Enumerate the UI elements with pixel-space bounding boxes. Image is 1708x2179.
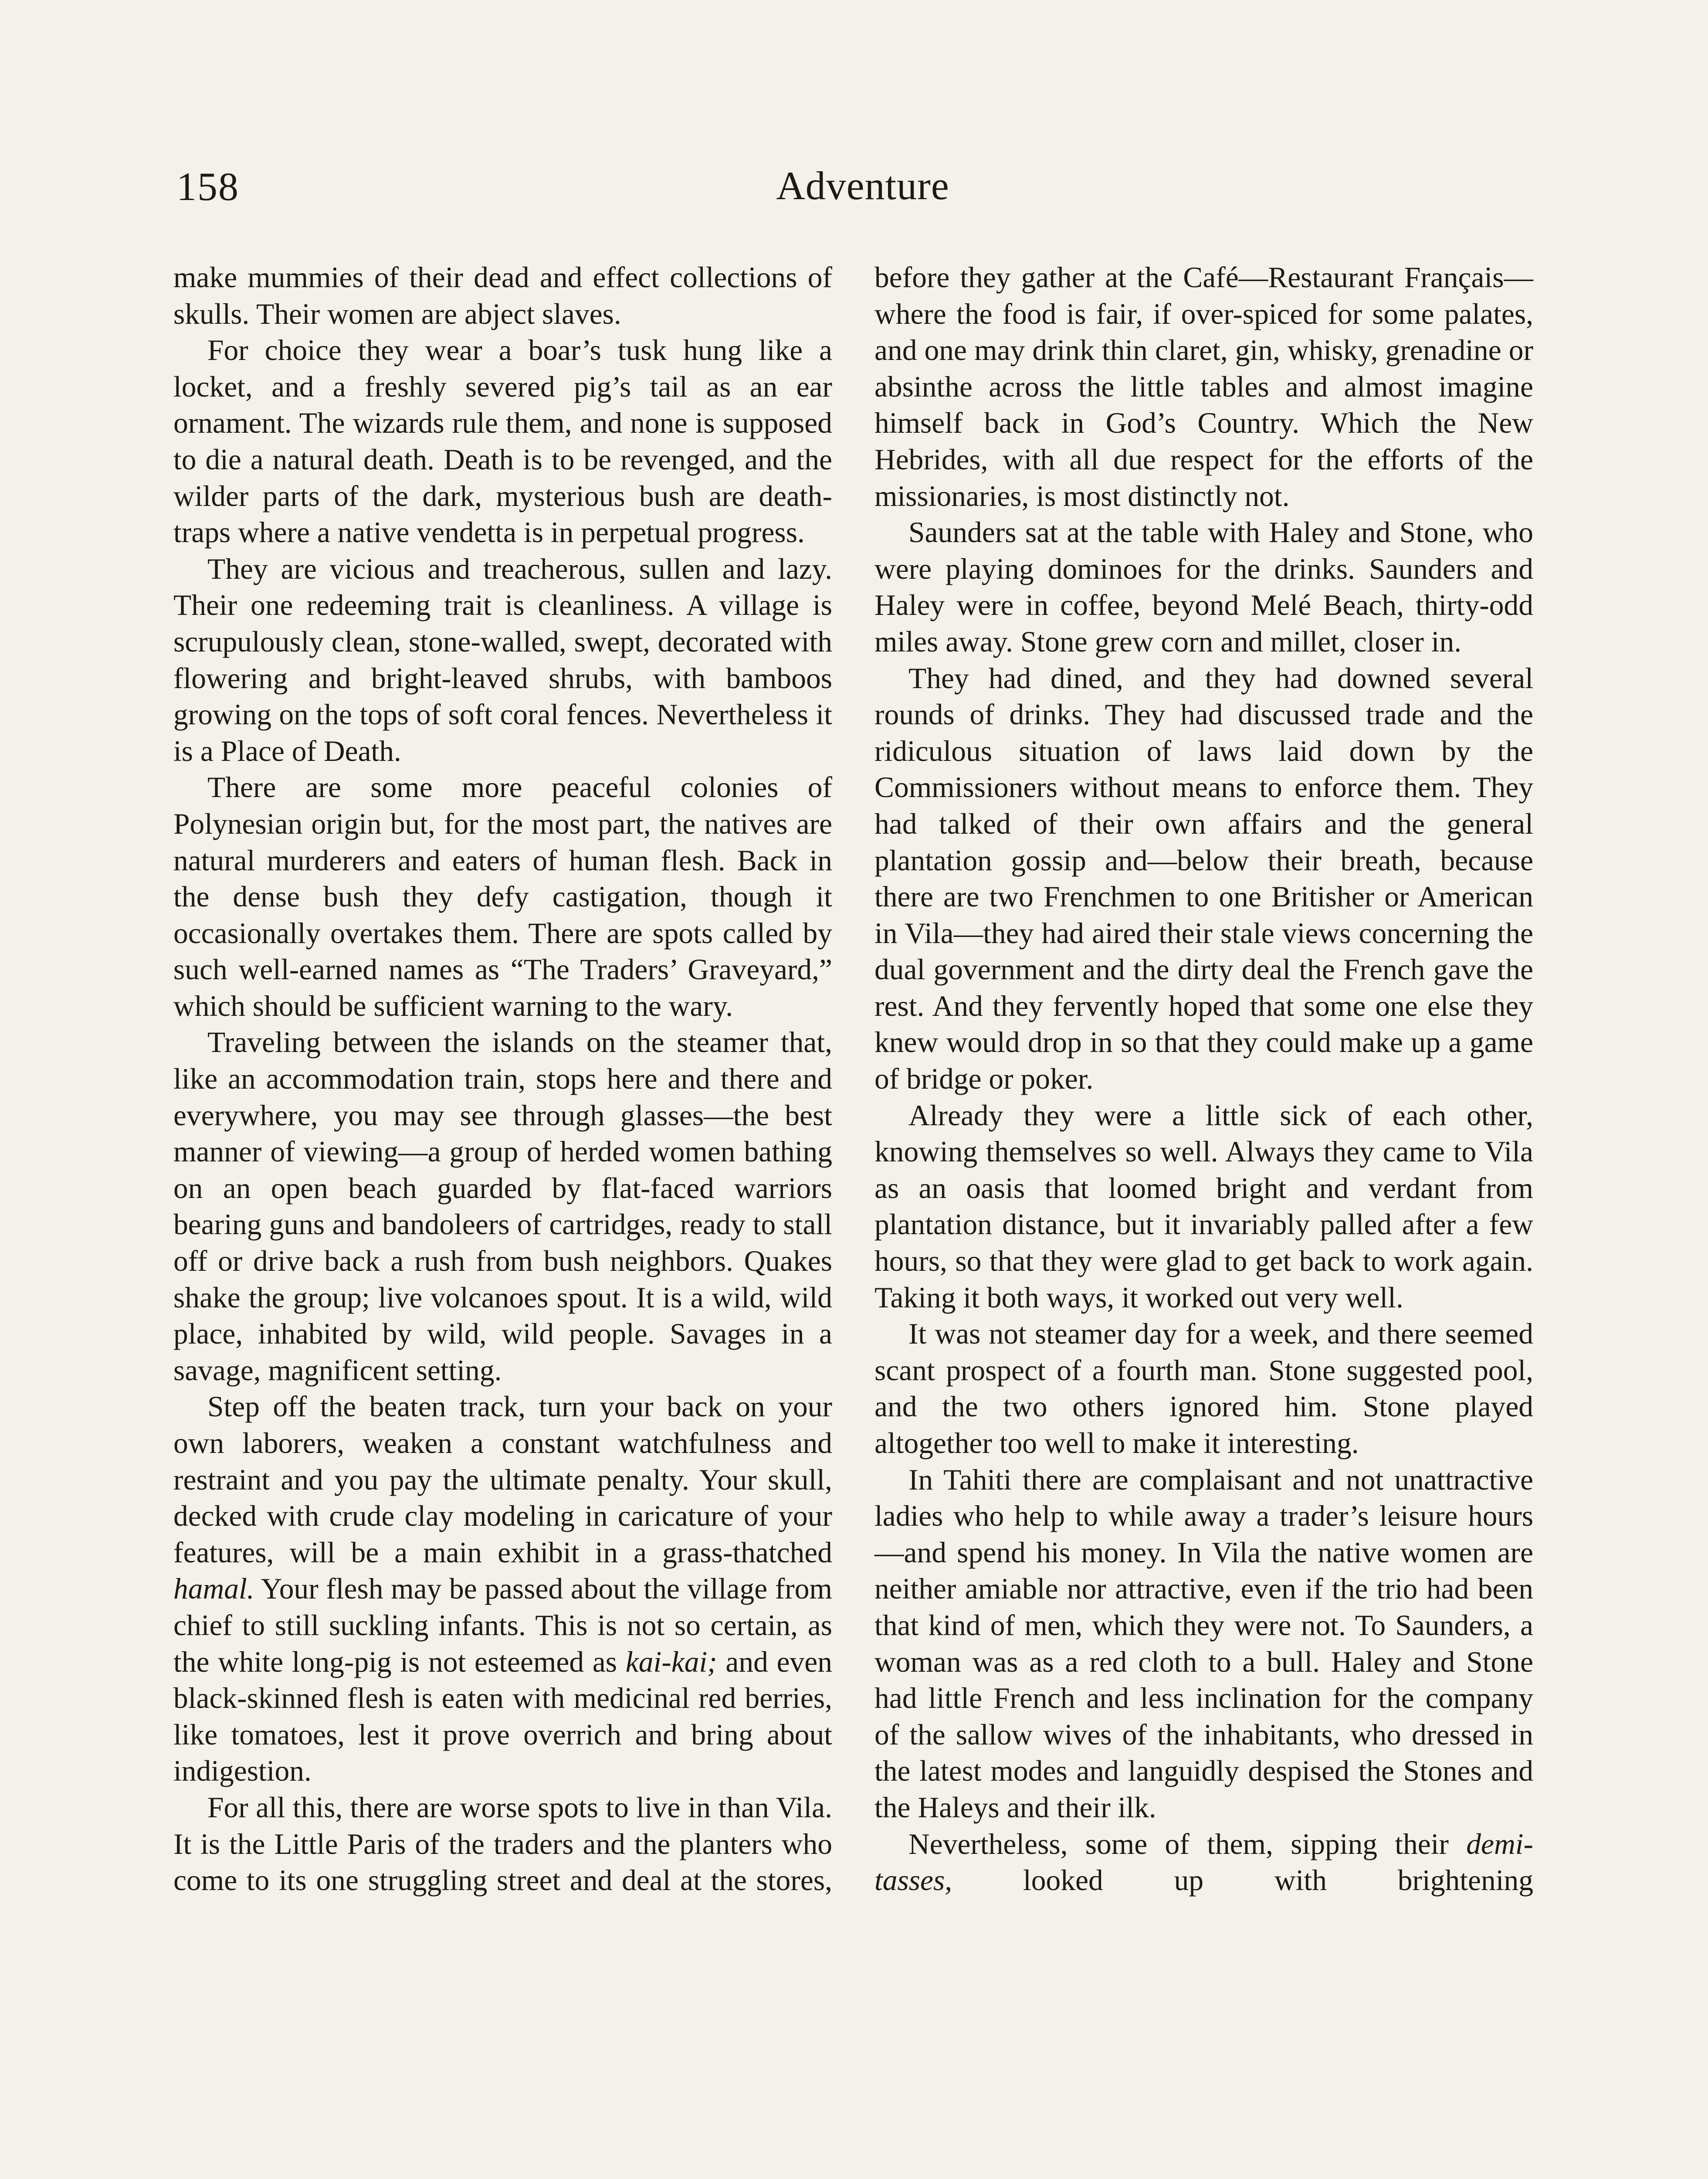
right-column — [874, 259, 1533, 1899]
text-run: Your flesh may be passed about the village from chief to still suckling infants. This is not so certain, as the white long-pig is not esteemed as — [173, 1572, 832, 1678]
paragraph — [173, 1388, 832, 1789]
paragraph — [874, 1826, 1533, 1899]
left-column — [173, 259, 832, 1899]
paragraph: Traveling between the islands on the steamer that, like an accommodation train, stops here and there and everywhere, you may see through glasses—the best manner of viewing—a group of herded women bathing on an open beach guarded by flat-faced warriors bearing guns and bandoleers of cartridges, ready to stall off or drive back a rush from bush neighbors. Quakes shake the group; live volcanoes spout. It is a wild, wild place, inhabited by wild, wild people. Savages in a savage, magnificent setting. — [173, 1026, 832, 1387]
paragraph: They had dined, and they had downed several rounds of drinks. They had discussed trade and the ridiculous situation of laws laid down by the Commissioners without means to enforce them. They had talked of their own affairs and the general plantation gossip and—below their breath, because there are two Frenchmen to one Britisher or American in Vila—they had aired their stale views concerning the dual government and the dirty deal the French gave the rest. And they fervently hoped that some one else they knew would drop in so that they could make up a game of bridge or poker. — [874, 662, 1533, 1096]
paragraph: before they gather at the Café—Restaurant Français—where the food is fair, if over-spiced for some palates, and one may drink thin claret, gin, whisky, grenadine or absinthe across the little tables and almost imagine himself back in God’s Country. Which the New Hebrides, with all due respect for the efforts of the missionaries, is most distinctly not. — [874, 261, 1533, 513]
text-run: and even black-skinned flesh is eaten with medicinal red berries, like tomatoes, lest it prove overrich and bring about indigestion. — [173, 1645, 832, 1788]
paragraph: For all this, there are worse spots to live in than Vila. It is the Little Paris of the traders and the planters who come to its one struggling street and deal at the stores, — [173, 1791, 832, 1897]
paragraph: make mummies of their dead and effect collections of skulls. Their women are abject slaves. — [173, 261, 832, 330]
paragraph: It was not steamer day for a week, and there seemed scant prospect of a fourth man. Stone suggested pool, and the two others ignored him. Stone played altogether too well to make it interesting. — [874, 1317, 1533, 1459]
text-run: Nevertheless, some of them, sipping their — [908, 1827, 1467, 1860]
paragraph: They are vicious and treacherous, sullen and lazy. Their one redeeming trait is cleanliness. A village is scrupulously clean, stone-walled, swept, decorated with flowering and bright-leaved shrubs, with bamboos growing on the tops of soft coral fences. Nevertheless it is a Place of Death. — [173, 552, 832, 767]
page-number: 158 — [176, 164, 239, 209]
paragraph: Already they were a little sick of each other, knowing themselves so well. Always they came to Vila as an oasis that loomed bright and verdant from plantation distance, but it invariably palled after a few hours, so that they were glad to get back to work again. Taking it both ways, it worked out very well. — [874, 1099, 1533, 1314]
text-run: looked up with brightening — [952, 1864, 1533, 1897]
paragraph: In Tahiti there are complaisant and not unattractive ladies who help to while away a trader’s leisure hours—and spend his money. In Vila the native women are neither amiable nor attractive, even if the trio had been that kind of men, which they were not. To Saunders, a woman was as a red cloth to a bull. Haley and Stone had little French and less inclination for the company of the sallow wives of the inhabitants, who dressed in the latest modes and languidly despised the Stones and the Haleys and their ilk. — [874, 1463, 1533, 1824]
italic-term: hamal. — [173, 1572, 254, 1605]
text-run: Step off the beaten track, turn your back on your own laborers, weaken a constant watchfulness and restraint and you pay the ultimate penalty. Your skull, decked with crude clay modeling in caricature of your features, will be a main exhibit in a grass-thatched — [173, 1390, 832, 1569]
paragraph: For choice they wear a boar’s tusk hung like a locket, and a freshly severed pig’s tail as an ear ornament. The wizards rule them, and none is supposed to die a natural death. Death is to be revenged, and the wilder parts of the dark, mysterious bush are death-traps where a native vendetta is in perpetual progress. — [173, 334, 832, 549]
running-head: Adventure — [776, 163, 949, 208]
italic-term: kai-kai; — [625, 1645, 717, 1678]
paragraph: There are some more peaceful colonies of Polynesian origin but, for the most part, the natives are natural murderers and eaters of human flesh. Back in the dense bush they defy castigation, though it occasionally overtakes them. There are spots called by such well-earned names as “The Traders’ Graveyard,” which should be sufficient warning to the wary. — [173, 771, 832, 1022]
italic-term: demi-tasses, — [874, 1827, 1533, 1897]
paragraph: Saunders sat at the table with Haley and Stone, who were playing dominoes for the drinks. Saunders and Haley were in coffee, beyond Melé Beach, thirty-odd miles away. Stone grew corn and millet, closer in. — [874, 516, 1533, 658]
